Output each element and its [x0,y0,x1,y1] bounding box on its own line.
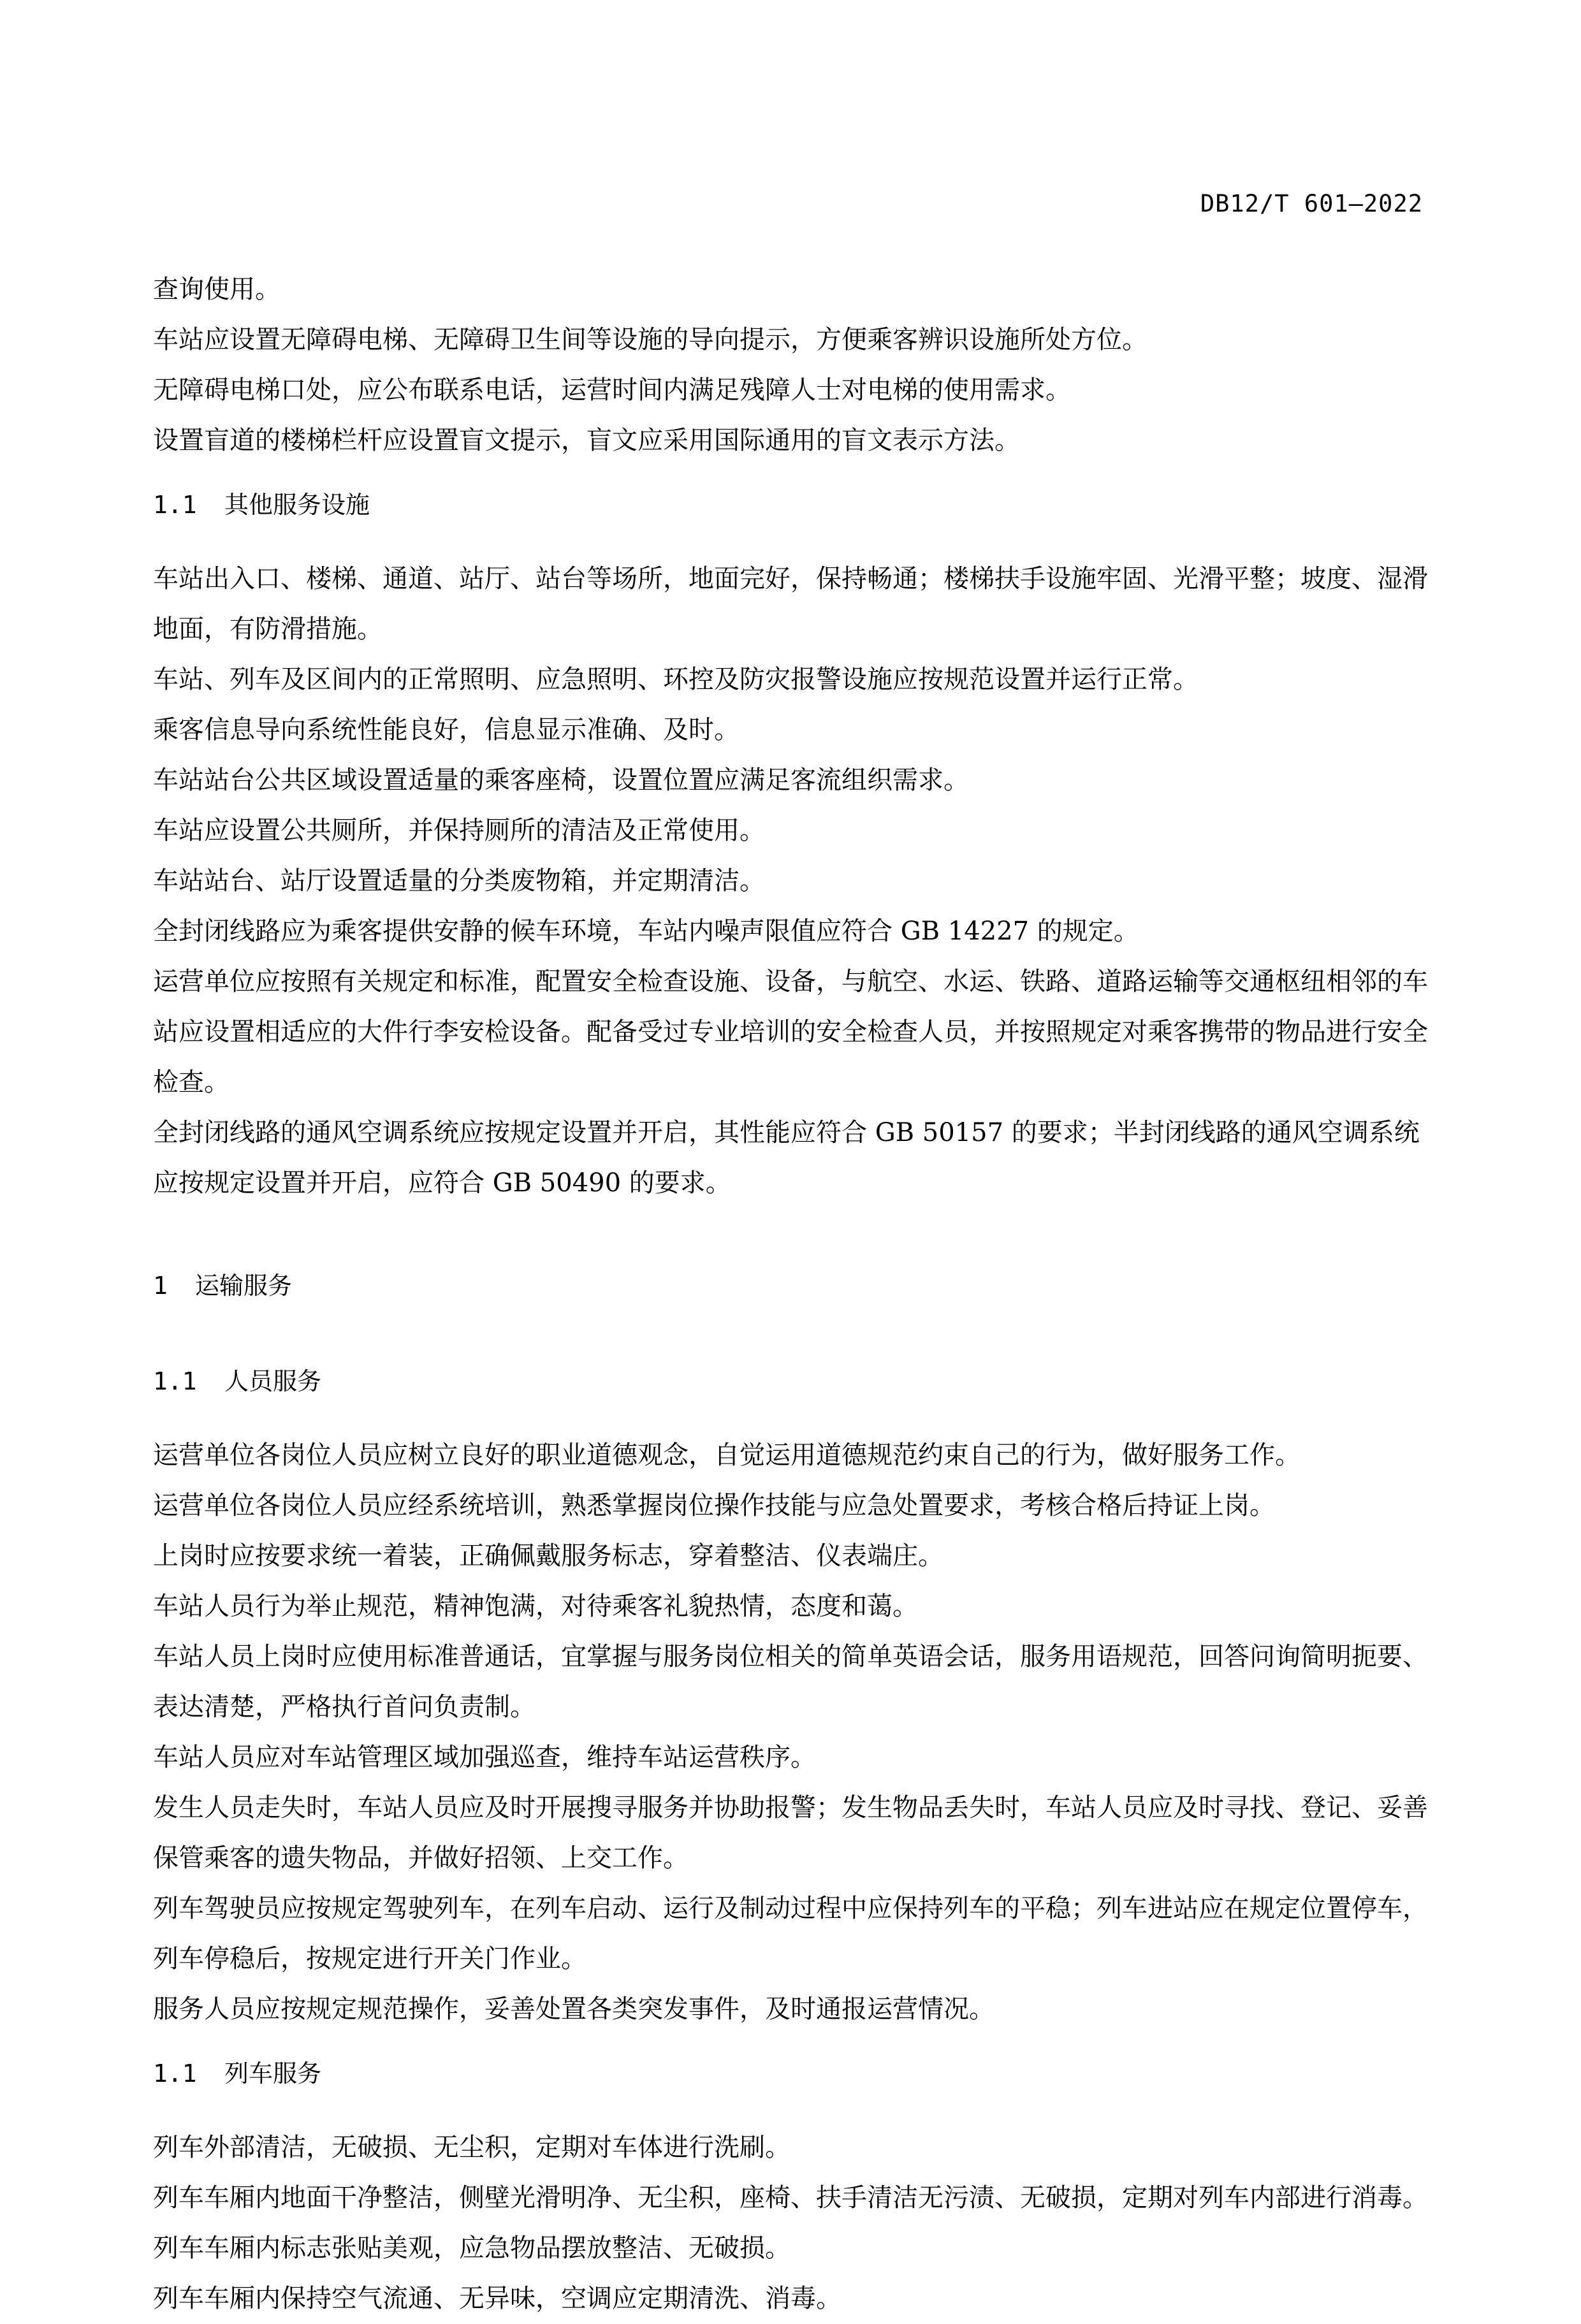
paragraph-group-other-facilities [153,554,1434,1209]
paragraph: 车站应设置公共厕所，并保持厕所的清洁及正常使用。 [153,816,765,845]
section-number: 1.1 [153,491,197,519]
section-heading-other-facilities [153,489,1434,521]
paragraph: 全封闭线路应为乘客提供安静的候车环境，车站内噪声限值应符合 GB 14227 的规定。 [153,917,1139,946]
section-title: 列车服务 [224,2059,322,2088]
section-number: 1.1 [153,2059,197,2088]
paragraph: 车站应设置无障碍电梯、无障碍卫生间等设施的导向提示，方便乘客辨识设施所处方位。 [153,325,1148,354]
paragraph: 车站出入口、楼梯、通道、站厅、站台等场所，地面完好，保持畅通；楼梯扶手设施牢固、光滑平整；坡度、湿滑地面，有防滑措施。 [153,564,1428,644]
paragraph: 车站人员应对车站管理区域加强巡查，维持车站运营秩序。 [153,1743,816,1772]
paragraph-group-accessibility [153,265,1434,466]
paragraph: 乘客信息导向系统性能良好，信息显示准确、及时。 [153,715,740,744]
paragraph: 运营单位各岗位人员应经系统培训，熟悉掌握岗位操作技能与应急处置要求，考核合格后持证上岗。 [153,1491,1275,1520]
paragraph: 设置盲道的楼梯栏杆应设置盲文提示，盲文应采用国际通用的盲文表示方法。 [153,426,1020,455]
paragraph: 无障碍电梯口处，应公布联系电话，运营时间内满足残障人士对电梯的使用需求。 [153,375,1071,405]
section-number: 1.1 [153,1367,197,1395]
paragraph: 服务人员应按规定规范操作，妥善处置各类突发事件，及时通报运营情况。 [153,1994,994,2024]
document-code: DB12/T 601—2022 [1200,190,1423,217]
paragraph: 车站、列车及区间内的正常照明、应急照明、环控及防灾报警设施应按规范设置并运行正常。 [153,665,1198,694]
paragraph-group-staff-service [153,1430,1434,2035]
section-title: 其他服务设施 [224,491,370,519]
paragraph: 运营单位应按照有关规定和标准，配置安全检查设施、设备，与航空、水运、铁路、道路运输等交通枢纽相邻的车站应设置相适应的大件行李安检设备。配备受过专业培训的安全检查人员，并按照规定对乘客携带的物品进行安全检查。 [153,967,1428,1097]
paragraph: 查询使用。 [153,275,280,304]
section-number: 1 [153,1272,168,1300]
paragraph: 车站站台、站厅设置适量的分类废物箱，并定期清洁。 [153,866,765,896]
paragraph: 列车车厢内保持空气流通、无异味，空调应定期清洗、消毒。 [153,2284,841,2313]
paragraph: 车站人员行为举止规范，精神饱满，对待乘客礼貌热情，态度和蔼。 [153,1592,918,1621]
paragraph: 列车车厢内地面干净整洁，侧壁光滑明净、无尘积，座椅、扶手清洁无污渍、无破损，定期对列车内部进行消毒。 [153,2183,1428,2212]
section-title: 运输服务 [195,1272,293,1300]
paragraph: 列车外部清洁，无破损、无尘积，定期对车体进行洗刷。 [153,2133,790,2162]
paragraph: 车站人员上岗时应使用标准普通话，宜掌握与服务岗位相关的简单英语会话，服务用语规范，回答问询简明扼要、表达清楚，严格执行首问负责制。 [153,1642,1428,1722]
section-heading-transport-service [153,1270,1434,1302]
section-heading-staff-service [153,1365,1434,1397]
paragraph: 列车车厢内标志张贴美观，应急物品摆放整洁、无破损。 [153,2233,790,2263]
section-heading-train-service [153,2058,1434,2089]
paragraph: 上岗时应按要求统一着装，正确佩戴服务标志，穿着整洁、仪表端庄。 [153,1541,943,1571]
document-body [153,265,1434,2324]
paragraph: 全封闭线路的通风空调系统应按规定设置并开启，其性能应符合 GB 50157 的要求；半封闭线路的通风空调系统应按规定设置并开启，应符合 GB 50490 的要求。 [153,1118,1420,1198]
section-title: 人员服务 [224,1367,322,1395]
paragraph: 列车驾驶员应按规定驾驶列车，在列车启动、运行及制动过程中应保持列车的平稳；列车进站应在规定位置停车，列车停稳后，按规定进行开关门作业。 [153,1894,1428,1973]
paragraph: 发生人员走失时，车站人员应及时开展搜寻服务并协助报警；发生物品丢失时，车站人员应及时寻找、登记、妥善保管乘客的遗失物品，并做好招领、上交工作。 [153,1793,1428,1873]
paragraph: 运营单位各岗位人员应树立良好的职业道德观念，自觉运用道德规范约束自己的行为，做好服务工作。 [153,1441,1300,1470]
paragraph: 车站站台公共区域设置适量的乘客座椅，设置位置应满足客流组织需求。 [153,766,969,795]
paragraph-group-train-service [153,2123,1434,2324]
